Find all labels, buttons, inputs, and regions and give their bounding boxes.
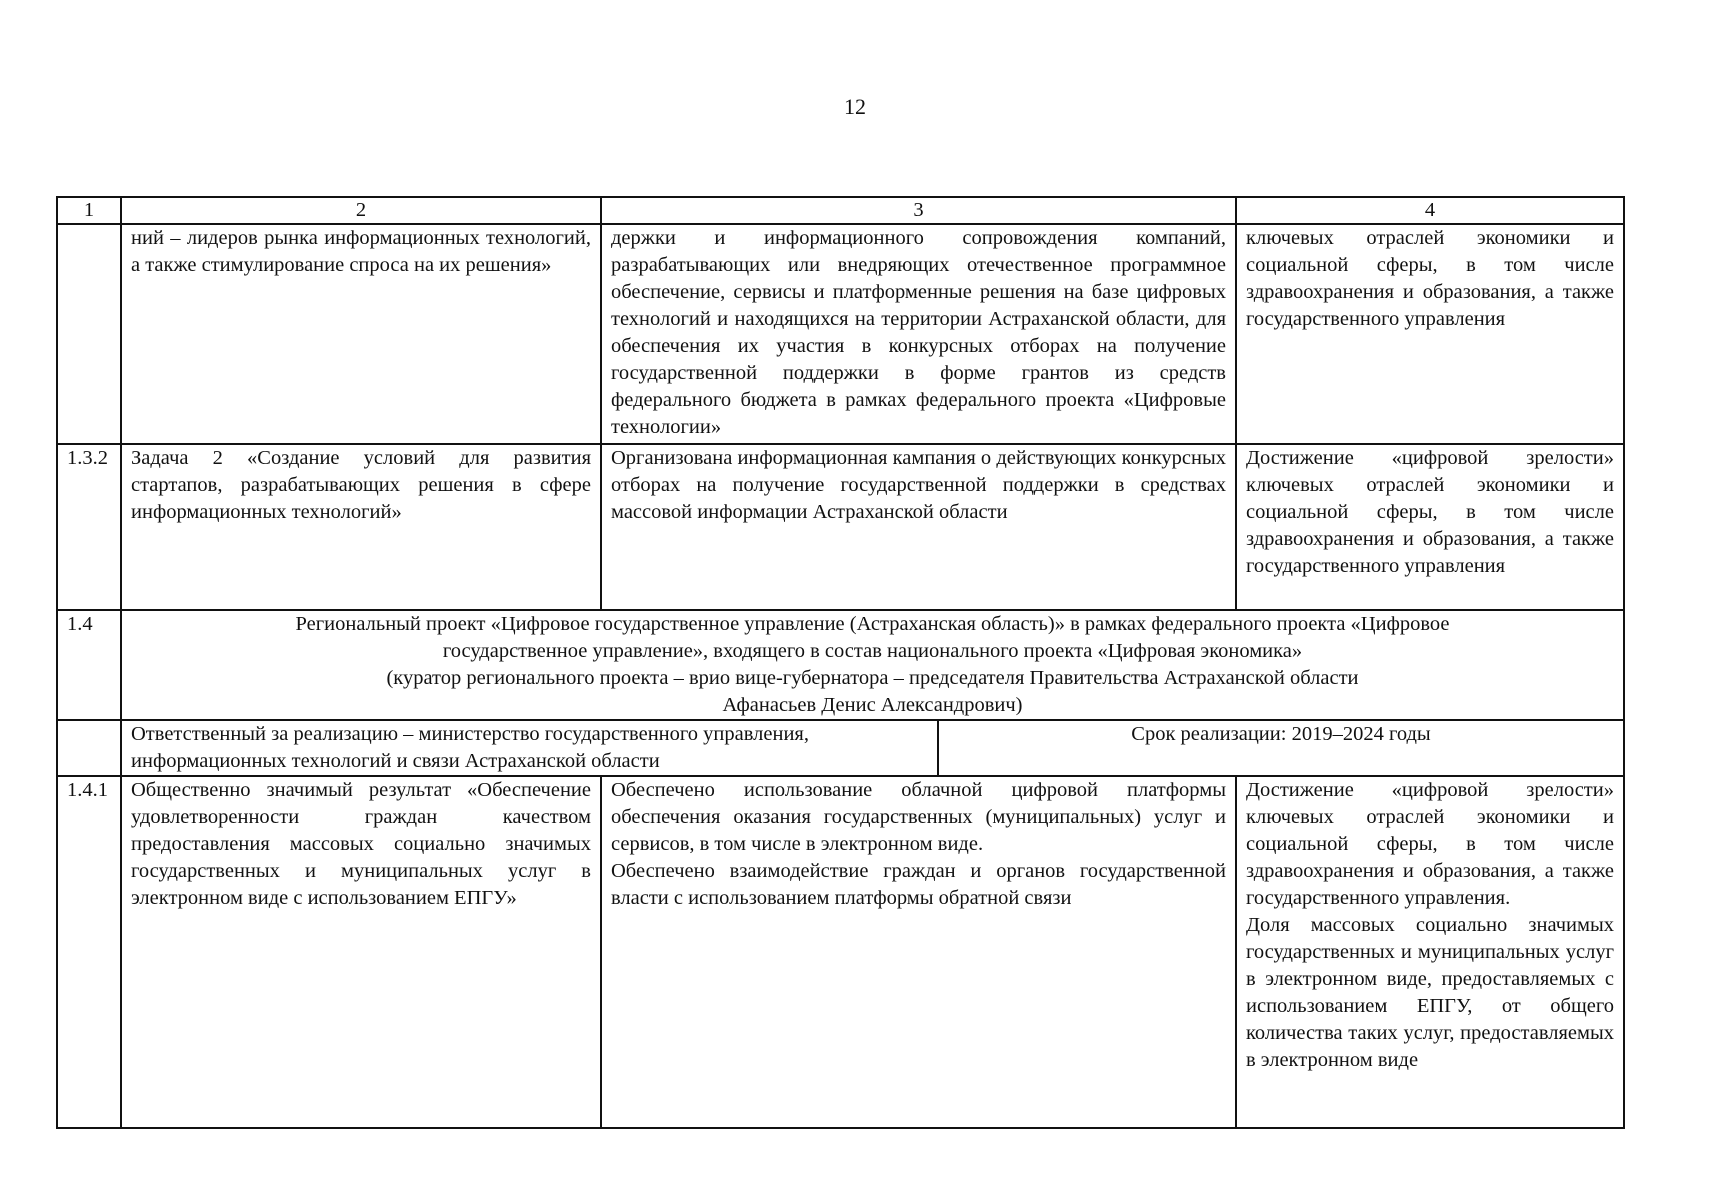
header-col-2: 2 <box>121 197 601 224</box>
table-row-continuation <box>57 224 1624 444</box>
row-number <box>57 720 121 776</box>
project-curator-line-2: Афанасьев Денис Александрович) <box>722 694 1023 716</box>
table-row-responsible <box>57 720 1624 776</box>
result-paragraph-1: Обеспечено использование облачной цифровой платформы обеспечения оказания государственных (муниципальных) услуг и сервисов, в том числе в электронном виде. <box>611 779 1226 855</box>
result-paragraph-2: Обеспечено взаимодействие граждан и органов государственной власти с использованием платформы обратной связи <box>611 860 1226 909</box>
task-cell: ний – лидеров рынка информационных технологий, а также стимулирование спроса на их решения» <box>121 224 601 444</box>
table-row-1-4 <box>57 610 1624 720</box>
table-row-1-4-1 <box>57 776 1624 1128</box>
column-number-header <box>57 197 1624 224</box>
header-col-1: 1 <box>57 197 121 224</box>
project-title-line-2: государственное управление», входящего в состав национального проекта «Цифровая экономика» <box>442 640 1303 662</box>
responsible-period-cell <box>121 720 1624 776</box>
regional-project-heading <box>121 610 1624 720</box>
project-title-line-1: Региональный проект «Цифровое государственное управление (Астраханская область)» в рамках федерального проекта «Цифровое <box>295 613 1450 635</box>
goal-cell <box>1236 776 1624 1128</box>
responsible-executor: Ответственный за реализацию – министерство государственного управления, информационных технологий и связи Астраханской области <box>122 721 938 775</box>
result-cell: держки и информационного сопровождения компаний, разрабатывающих или внедряющих отечественное программное обеспечение, сервисы и платформенные решения на базе цифровых технологий и находящихся на территории Астраханской области, для обеспечения их участия в конкурсных отборах на получение государственной поддержки в форме грантов из средств федерального бюджета в рамках федерального проекта «Цифровые технологии» <box>601 224 1236 444</box>
project-curator-line-1: (куратор регионального проекта – врио вице-губернатора – председателя Правительства Астраханской области <box>386 667 1359 689</box>
table-row-1-3-2 <box>57 444 1624 610</box>
header-col-4: 4 <box>1236 197 1624 224</box>
goal-cell: ключевых отраслей экономики и социальной сферы, в том числе здравоохранения и образования, а также государственного управления <box>1236 224 1624 444</box>
program-table <box>56 196 1625 1129</box>
row-number: 1.3.2 <box>57 444 121 610</box>
task-cell: Задача 2 «Создание условий для развития стартапов, разрабатывающих решения в сфере информационных технологий» <box>121 444 601 610</box>
page-number: 12 <box>844 94 866 119</box>
result-cell: Организована информационная кампания о действующих конкурсных отборах на получение государственной поддержки в средствах массовой информации Астраханской области <box>601 444 1236 610</box>
goal-paragraph-1: Достижение «цифровой зрелости» ключевых отраслей экономики и социальной сферы, в том числе здравоохранения и образования, а также государственного управления. <box>1246 779 1614 909</box>
header-col-3: 3 <box>601 197 1236 224</box>
task-cell: Общественно значимый результат «Обеспечение удовлетворенности граждан качеством предоставления массовых социально значимых государственных и муниципальных услуг в электронном виде с использованием ЕПГУ» <box>121 776 601 1128</box>
goal-cell: Достижение «цифровой зрелости» ключевых отраслей экономики и социальной сферы, в том числе здравоохранения и образования, а также государственного управления <box>1236 444 1624 610</box>
row-number: 1.4.1 <box>57 776 121 1128</box>
result-cell <box>601 776 1236 1128</box>
row-number: 1.4 <box>57 610 121 720</box>
row-number <box>57 224 121 444</box>
goal-paragraph-2: Доля массовых социально значимых государственных и муниципальных услуг в электронном виде, предоставляемых с использованием ЕПГУ, от общего количества таких услуг, предоставляемых в электронном виде <box>1246 914 1614 1071</box>
implementation-period: Срок реализации: 2019–2024 годы <box>1131 723 1431 745</box>
responsible-period-subtable <box>122 721 1623 775</box>
